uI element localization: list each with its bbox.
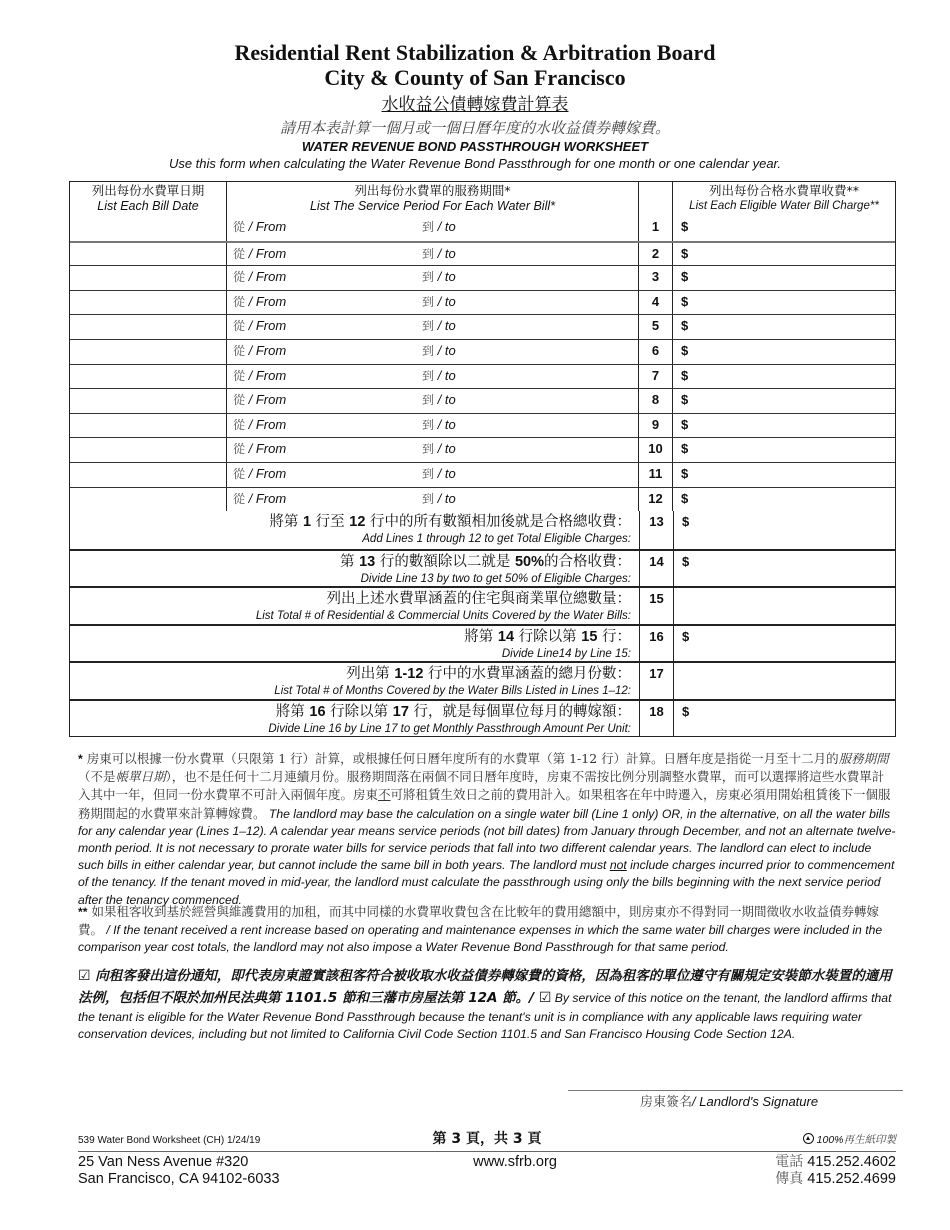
summary-instruction-zh (70, 551, 631, 572)
line-number: 5 (638, 315, 672, 339)
footnote-marker: ** (78, 905, 88, 919)
signature-line[interactable] (568, 1090, 903, 1091)
col-header-en: List The Service Period For Each Water Bill* (309, 199, 555, 213)
line-number: 4 (638, 291, 672, 315)
instr-text: 16 (309, 703, 326, 720)
col-header-line (638, 182, 672, 216)
to-label-zh: 到 (422, 491, 435, 506)
bill-date-field[interactable] (70, 414, 226, 438)
bill-date-field[interactable] (70, 365, 226, 389)
footer-divider (78, 1151, 896, 1152)
to-label (422, 368, 456, 384)
from-label-en: / From (248, 367, 287, 383)
bill-date-field[interactable] (70, 216, 226, 241)
from-label (233, 294, 286, 310)
to-label (422, 294, 456, 310)
instr-text: 13 (359, 553, 376, 570)
service-period-field[interactable] (226, 365, 638, 389)
line-number: 9 (638, 414, 672, 438)
from-label-en: / From (248, 342, 287, 358)
note-text: 1101.5 (285, 990, 338, 1006)
from-label-en: / From (248, 293, 287, 309)
bill-date-field[interactable] (70, 266, 226, 290)
summary-instruction-en: Divide Line 13 by two to get 50% of Eligible Charges: (360, 572, 631, 585)
to-label-en: / to (437, 490, 456, 506)
service-period-field[interactable] (226, 389, 638, 413)
summary-instruction (70, 511, 639, 549)
charge-field[interactable]: $ (672, 243, 895, 266)
from-label (233, 392, 286, 408)
signature-label-zh: 房東簽名 (640, 1095, 693, 1110)
service-period-field[interactable] (226, 340, 638, 364)
summary-instruction-zh (70, 511, 631, 532)
instr-text: 行中的水費單涵蓋的總月份數： (423, 666, 631, 683)
checked-box-icon: ☑ (538, 990, 552, 1006)
to-label-en: / to (437, 245, 456, 261)
summary-instruction-zh (70, 663, 631, 684)
bill-date-field[interactable] (70, 291, 226, 315)
to-label (422, 466, 456, 482)
from-label (233, 491, 286, 507)
charge-field[interactable]: $ (672, 463, 895, 487)
summary-instruction-en: Add Lines 1 through 12 to get Total Eligible Charges: (362, 533, 631, 546)
line-number: 15 (639, 588, 673, 624)
charge-field[interactable]: $ (672, 291, 895, 315)
table-row (70, 290, 895, 315)
to-label (422, 491, 456, 507)
col-header-zh: 列出每份合格水費單收費** (708, 183, 859, 198)
instr-text: 行除以第 (325, 703, 393, 720)
to-label-en: / to (437, 293, 456, 309)
bill-date-field[interactable] (70, 463, 226, 487)
to-label-en: / to (437, 219, 456, 234)
charge-field[interactable]: $ (672, 315, 895, 339)
instr-text: 行： (597, 628, 631, 645)
from-label-en: / From (248, 490, 287, 506)
line-number: 6 (638, 340, 672, 364)
to-label-en: / to (437, 342, 456, 358)
from-label (233, 466, 286, 482)
instr-text: 1-12 (394, 666, 424, 683)
line-number: 10 (638, 438, 672, 462)
note-text: 12A (468, 990, 498, 1006)
col-header-en: List Each Bill Date (97, 199, 199, 213)
line-number: 3 (638, 266, 672, 290)
to-label (422, 219, 456, 235)
recycled-text: 再生紙印製 (843, 1134, 896, 1146)
from-label (233, 368, 286, 384)
service-period-field[interactable] (226, 216, 638, 241)
from-label (233, 343, 286, 359)
charge-field[interactable]: $ (672, 266, 895, 290)
col-header-zh: 列出每份水費單的服務期間* (354, 183, 511, 198)
footnote-double-asterisk (78, 903, 896, 957)
note-text: 可將租賃生效日之前的費用計入。如果租客在年中時遷入，房東必須用開始租賃後下一個服務期間起的水費單來計算轉嫁費。 (78, 787, 891, 821)
city-name: City & County of San Francisco (324, 65, 626, 90)
from-label-en: / From (248, 441, 287, 457)
to-label (422, 441, 456, 457)
service-period-field[interactable] (226, 438, 638, 462)
note-text: / If the tenant received a rent increase based on operating and maintenance expenses in which the same water bill charges were included in the comparison year cost totals, the landlord may not also impose a Water Revenue Bond Passthrough for that same period. (78, 923, 883, 955)
from-label-zh: 從 (233, 442, 246, 457)
to-label-en: / to (437, 465, 456, 481)
summary-instruction (70, 626, 639, 662)
page-title: WATER REVENUE BOND PASSTHROUGH WORKSHEET (301, 139, 649, 154)
line-number: 16 (639, 626, 673, 662)
charge-field[interactable]: $ (672, 438, 895, 462)
to-label (422, 343, 456, 359)
from-label-en: / From (248, 219, 287, 234)
compliance-affirmation (78, 965, 896, 1043)
to-label (422, 318, 456, 334)
summary-value-field[interactable] (673, 663, 895, 699)
to-label-zh: 到 (422, 466, 435, 481)
instr-text: 50% (514, 553, 544, 570)
from-label-zh: 從 (233, 220, 246, 234)
col-header-charge (672, 182, 895, 216)
summary-instruction-en: List Total # of Months Covered by the Water Bills Listed in Lines 1–12: (274, 685, 631, 698)
instr-text: 17 (392, 703, 409, 720)
summary-instruction (70, 551, 639, 587)
to-label-zh: 到 (422, 368, 435, 383)
fax-number: 415.252.4699 (807, 1171, 896, 1187)
service-period-field[interactable] (226, 291, 638, 315)
contact-numbers (775, 1154, 896, 1188)
worksheet-table (69, 181, 896, 737)
from-label-zh: 從 (233, 319, 246, 334)
instr-text: 行的數額除以二就是 (375, 553, 515, 570)
instr-text: 行至 (311, 514, 350, 531)
note-text: （不是 (78, 769, 116, 785)
line-number: 13 (639, 511, 673, 549)
to-label-zh: 到 (422, 270, 435, 285)
instr-text: 14 (497, 628, 515, 645)
from-label-en: / From (248, 245, 287, 261)
to-label (422, 246, 456, 262)
summary-instruction (70, 588, 639, 624)
from-label-zh: 從 (233, 417, 246, 432)
line-number: 1 (638, 216, 672, 241)
address-line-1: 25 Van Ness Avenue #320 (78, 1154, 249, 1170)
summary-row (70, 699, 895, 737)
col-header-zh: 列出每份水費單日期 (91, 183, 205, 198)
fax (775, 1171, 896, 1188)
zh-title-text: 水收益公債轉嫁費計算表 (381, 95, 569, 115)
instr-text: 12 (349, 514, 366, 531)
service-period-field[interactable] (226, 414, 638, 438)
note-text: The landlord may base the calculation on a single water bill (Line 1 only) OR, in the alternative, on all the water bills for any calendar year (Lines 1–12). A calendar year means service periods (not bill dates) from January through December, and not an alternate twelve-month period. It is not necessary to prorate water bills for service periods that fall into two different calendar years. The landlord can elect to include such bills in either calendar year, but cannot include the same bill in both years. The landlord must (78, 806, 896, 873)
table-row (70, 216, 895, 241)
checked-box-icon: ☑ (78, 968, 91, 984)
from-label-zh: 從 (233, 294, 246, 309)
col-header-bill-date (70, 182, 226, 216)
instr-text: 15 (581, 628, 598, 645)
to-label-zh: 到 (422, 343, 435, 358)
to-label-zh: 到 (422, 220, 435, 234)
table-row (70, 487, 895, 512)
summary-value-field[interactable]: $ (673, 511, 895, 549)
summary-instruction (70, 701, 639, 737)
table-row (70, 462, 895, 487)
to-label-zh: 到 (422, 393, 435, 408)
org-name: Residential Rent Stabilization & Arbitration Board (234, 40, 716, 65)
to-label-en: / to (437, 367, 456, 383)
charge-field[interactable]: $ (672, 216, 895, 241)
summary-value-field[interactable]: $ (673, 551, 895, 587)
summary-row (70, 661, 895, 699)
from-label (233, 318, 286, 334)
zh-subtitle: 請用本表計算一個月或一個日曆年度的水收益債券轉嫁費。 (279, 119, 670, 137)
instr-text: 列出第 (346, 666, 395, 683)
charge-field[interactable]: $ (672, 488, 895, 512)
from-label (233, 246, 286, 262)
table-row (70, 437, 895, 462)
note-text: 房東可以根據一份水費單（只限第 1 行）計算，或根據任何日曆年度所有的水費單（第 1-12 行）計算。日曆年度是指從一月至十二月的 (82, 751, 839, 766)
note-text: 如果租客收到基於經營與維護費用的加租，而其中同樣的水費單收費包含在比較年的費用總額中，則房東亦不得對同一期間徵收水收益債券轉嫁費。 (78, 904, 879, 938)
table-row (70, 364, 895, 389)
from-label-zh: 從 (233, 393, 246, 408)
col-header-en: List Each Eligible Water Bill Charge** (689, 200, 879, 212)
summary-instruction-en: List Total # of Residential & Commercial Units Covered by the Water Bills: (255, 610, 631, 623)
recycle-icon (803, 1133, 814, 1144)
line-number: 2 (638, 243, 672, 266)
line-number: 17 (639, 663, 673, 699)
fax-label: 傳真 (775, 1171, 804, 1187)
table-row (70, 339, 895, 364)
bill-date-field[interactable] (70, 488, 226, 512)
service-period-field[interactable] (226, 463, 638, 487)
footer-top (78, 1131, 896, 1151)
from-label-en: / From (248, 416, 287, 432)
line-number: 8 (638, 389, 672, 413)
instr-text: 第 (340, 553, 360, 570)
from-label-zh: 從 (233, 343, 246, 358)
to-label (422, 417, 456, 433)
from-label (233, 441, 286, 457)
instr-text: 將第 (269, 514, 303, 531)
footnote-single-asterisk (78, 750, 896, 909)
note-text: not (609, 858, 627, 873)
summary-row (70, 511, 895, 549)
page-subtitle: Use this form when calculating the Water Revenue Bond Passthrough for one month or one calendar year. (168, 156, 782, 171)
line-number: 14 (639, 551, 673, 587)
summary-value-field[interactable]: $ (673, 701, 895, 737)
from-label-en: / From (248, 392, 287, 408)
bill-date-field[interactable] (70, 389, 226, 413)
instr-text: 將第 (464, 628, 498, 645)
table-row (70, 314, 895, 339)
to-label (422, 392, 456, 408)
service-period-field[interactable] (226, 243, 638, 266)
from-label (233, 269, 286, 285)
summary-instruction-zh (70, 626, 631, 647)
charge-field[interactable]: $ (672, 340, 895, 364)
line-number: 7 (638, 365, 672, 389)
bill-date-field[interactable] (70, 315, 226, 339)
note-text: 向租客發出這份通知，即代表房東證實該租客符合被收取水收益債券轉嫁費的資格，因為租客的單位遵守有關規定安裝節水裝置的適用法例，包括但不限於加州民法典第 (78, 968, 892, 1006)
instr-text: 行，就是每個單位每月的轉嫁額： (408, 703, 631, 720)
to-label-en: / to (437, 416, 456, 432)
signature-label-en: / Landlord's Signature (692, 1094, 819, 1109)
bill-date-field[interactable] (70, 340, 226, 364)
note-text: 不 (378, 787, 391, 803)
page-number: 第 3 頁，共 3 頁 (432, 1131, 542, 1147)
service-period-field[interactable] (226, 266, 638, 290)
from-label (233, 219, 286, 235)
charge-field[interactable]: $ (672, 414, 895, 438)
summary-value-field[interactable] (673, 588, 895, 624)
summary-instruction (70, 663, 639, 699)
to-label-zh: 到 (422, 417, 435, 432)
charge-field[interactable]: $ (672, 389, 895, 413)
to-label-zh: 到 (422, 442, 435, 457)
recycled-percent: 100% (816, 1134, 844, 1146)
signature-label (640, 1094, 818, 1111)
note-text: 節。/ (497, 990, 539, 1006)
bill-date-field[interactable] (70, 243, 226, 266)
note-text: 服務期間 (838, 751, 889, 766)
line-number: 18 (639, 701, 673, 737)
phone (775, 1154, 896, 1171)
to-label-en: / to (437, 269, 456, 285)
note-text: By service of this notice on the tenant, the landlord affirms that the tenant is eligible for the Water Revenue Bond Passthrough because the tenant's unit is in compliance with any applicable laws requiring water conservation devices, including but not limited to California Civil Code Section 1101.5 and San Francisco Housing Code Section 12A. (78, 991, 892, 1042)
from-label (233, 417, 286, 433)
service-period-field[interactable] (226, 315, 638, 339)
line-number: 12 (638, 488, 672, 512)
note-text: 帳單日期 (115, 769, 166, 785)
from-label-en: / From (248, 318, 287, 334)
from-label-en: / From (248, 465, 287, 481)
footnote-marker: * (78, 752, 83, 766)
form-id: 539 Water Bond Worksheet (CH) 1/24/19 (78, 1135, 261, 1146)
phone-label: 電話 (775, 1154, 804, 1170)
bill-date-field[interactable] (70, 438, 226, 462)
summary-row (70, 624, 895, 662)
table-row (70, 241, 895, 266)
summary-instruction-en: Divide Line14 by Line 15: (501, 647, 631, 660)
charge-field[interactable]: $ (672, 365, 895, 389)
summary-row (70, 586, 895, 624)
instr-text: 行除以第 (514, 628, 582, 645)
website-link[interactable]: www.sfrb.org (473, 1154, 557, 1170)
from-label-zh: 從 (233, 466, 246, 481)
to-label-zh: 到 (422, 246, 435, 261)
from-label-zh: 從 (233, 270, 246, 285)
instr-text: 行中的所有數額相加後就是合格總收費： (365, 514, 631, 531)
address-line-2: San Francisco, CA 94102-6033 (78, 1171, 280, 1187)
table-row (70, 413, 895, 438)
note-text: include charges incurred prior to commencement of the tenancy. If the tenant moved in mid-year, the landlord must calculate the passthrough using only the bills beginning with the next service period after the tenancy commenced. (78, 858, 895, 907)
col-header-service-period (226, 182, 638, 216)
recycled-paper-note (803, 1133, 896, 1147)
to-label-en: / to (437, 441, 456, 457)
from-label-zh: 從 (233, 368, 246, 383)
summary-instruction-zh (70, 588, 631, 609)
note-text: 節和三藩市房屋法第 (337, 990, 469, 1006)
zh-title (0, 94, 950, 116)
from-label-en: / From (248, 269, 287, 285)
to-label-zh: 到 (422, 294, 435, 309)
instr-text: 列出上述水費單涵蓋的住宅與商業單位總數量： (326, 591, 631, 608)
to-label-zh: 到 (422, 319, 435, 334)
summary-value-field[interactable]: $ (673, 626, 895, 662)
to-label (422, 269, 456, 285)
summary-row (70, 549, 895, 587)
note-text: ），也不是任何十二月連續月份。服務期間落在兩個不同日曆年度時，房東不需按比例分別調整水費單，而可以選擇將這些水費單計入其中一年，但同一份水費單不可計入兩個年度。房東 (78, 769, 885, 803)
summary-instruction-en: Divide Line 16 by Line 17 to get Monthly Passthrough Amount Per Unit: (268, 722, 631, 735)
instr-text: 的合格收費： (544, 553, 631, 570)
table-row (70, 265, 895, 290)
from-label-zh: 從 (233, 246, 246, 261)
service-period-field[interactable] (226, 488, 638, 512)
summary-instruction-zh (70, 701, 631, 722)
instr-text: 1 (302, 514, 312, 531)
table-header-row (70, 182, 895, 216)
table-row (70, 388, 895, 413)
line-number: 11 (638, 463, 672, 487)
from-label-zh: 從 (233, 491, 246, 506)
to-label-en: / to (437, 318, 456, 334)
instr-text: 將第 (275, 703, 310, 720)
phone-number: 415.252.4602 (807, 1154, 896, 1170)
to-label-en: / to (437, 392, 456, 408)
